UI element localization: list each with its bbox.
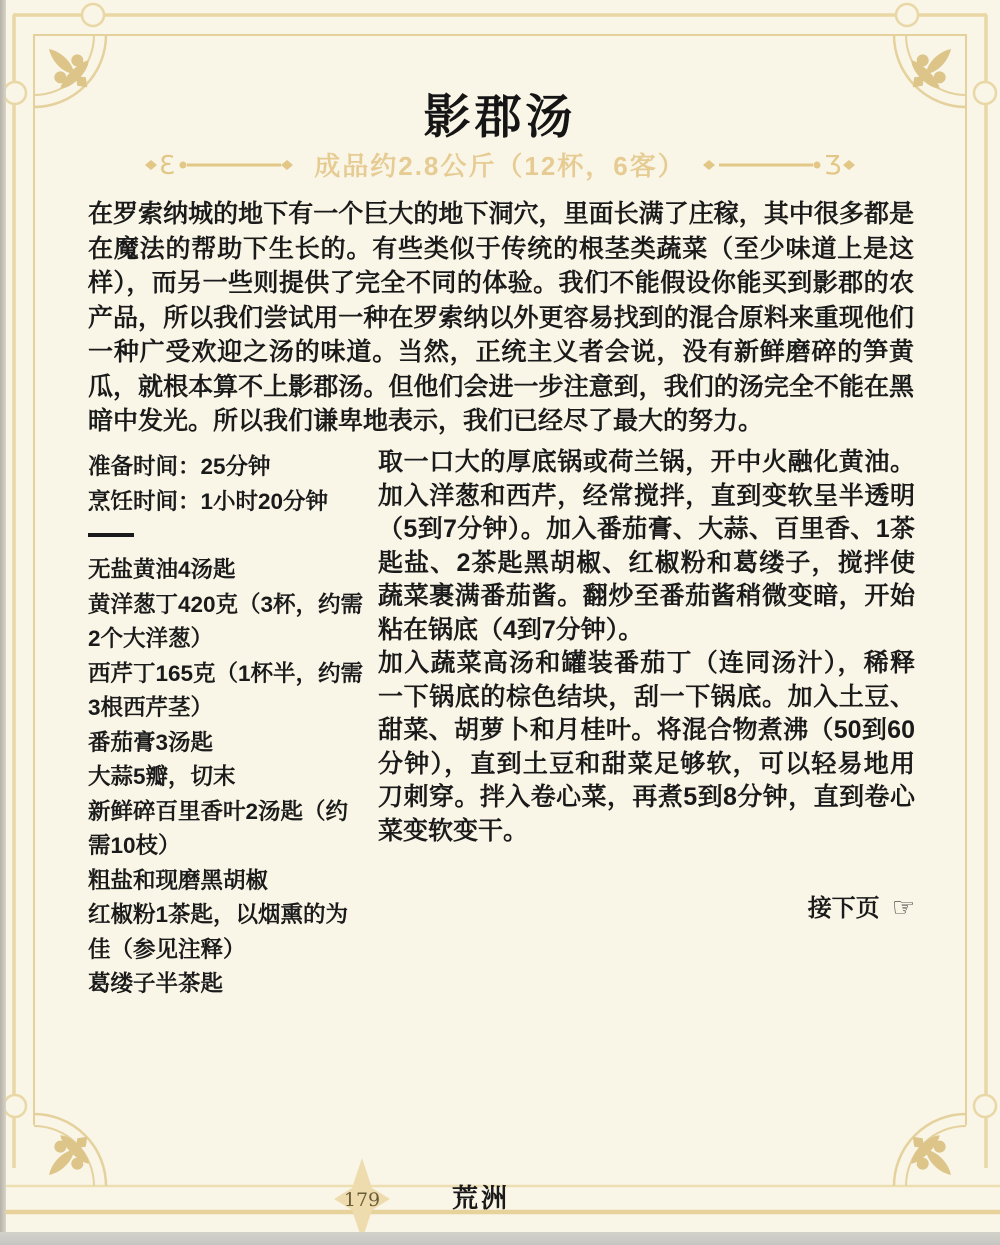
svg-text:Ɛ: Ɛ <box>159 150 176 181</box>
flourish-left-icon <box>143 149 298 181</box>
prep-time: 准备时间：25分钟 <box>88 454 271 479</box>
chapter-name: 荒洲 <box>452 1183 511 1213</box>
ingredient-item: 葛缕子半茶匙 <box>88 971 224 996</box>
svg-text:Ʒ: Ʒ <box>823 150 842 181</box>
intro-paragraph: 在罗索纳城的地下有一个巨大的地下洞穴，里面长满了庄稼，其中很多都是在魔法的帮助下生长的。有些类似于传统的根茎类蔬菜（至少味道上是这样），而另一些则提供了完全不同的体验。我们不能假设你能买到影郡的农产品，所以我们尝试用一种在罗索纳以外更容易找到的混合原料来重现他们一种广受欢迎之汤的味道。当然，正统主义者会说，没有新鲜磨碎的笋黄瓜，就根本算不上影郡汤。但他们会进一步注意到，我们的汤完全不能在黑暗中发光。所以我们谦卑地表示，我们已经尽了最大的努力。 <box>88 200 914 435</box>
ingredient-item: 黄洋葱丁420克（3杯，约需2个大洋葱） <box>88 591 364 651</box>
continuation-text: 接下页 <box>807 895 880 922</box>
ingredients-column <box>88 450 368 1002</box>
instruction-step: 取一口大的厚底锅或荷兰锅，开中火融化黄油。加入洋葱和西芹，经常搅拌，直到变软呈半透明（5到7分钟）。加入番茄膏、大蒜、百里香、1茶匙盐、2茶匙黑胡椒、红椒粉和葛缕子，搅拌使蔬菜裹满番茄酱。翻炒至番茄酱稍微变暗，开始粘在锅底（4到7分钟）。 <box>378 448 915 644</box>
recipe-title: 影郡汤 <box>423 90 577 143</box>
cook-time: 烹饪时间：1小时20分钟 <box>88 488 329 514</box>
ingredient-item: 新鲜碎百里香叶2汤匙（约需10枝） <box>88 798 349 858</box>
ingredient-item: 番茄膏3汤匙 <box>88 729 214 755</box>
ingredient-item: 无盐黄油4汤匙 <box>88 557 236 582</box>
yield-text: 成品约2.8公斤（12杯，6客） <box>314 151 686 181</box>
ingredient-item: 大蒜5瓣，切末 <box>88 764 236 789</box>
scan-edge-left <box>0 0 6 1245</box>
instructions-column <box>378 446 915 848</box>
instruction-step: 加入蔬菜高汤和罐装番茄丁（连同汤汁），稀释一下锅底的棕色结块，刮一下锅底。加入土豆、甜菜、胡萝卜和月桂叶。将混合物煮沸（50到60分钟），直到土豆和甜菜足够软，可以轻易地用刀刺穿。拌入卷心菜，再煮5到8分钟，直到卷心菜变软变干。 <box>378 649 915 845</box>
yield-row <box>0 146 1000 183</box>
page-number-star <box>334 1158 390 1240</box>
flourish-right-icon <box>702 149 857 181</box>
scan-edge-bottom <box>0 1232 1000 1245</box>
page-number: 179 <box>343 1189 381 1211</box>
ingredient-item: 西芹丁165克（1杯半，约需3根西芹茎） <box>88 660 364 720</box>
pointing-hand-icon: ☞ <box>891 892 915 922</box>
ingredient-item: 粗盐和现磨黑胡椒 <box>88 867 269 893</box>
continuation-note <box>378 888 915 923</box>
ingredient-item: 红椒粉1茶匙，以烟熏的为佳（参见注释） <box>88 902 349 962</box>
divider-rule <box>88 533 134 537</box>
